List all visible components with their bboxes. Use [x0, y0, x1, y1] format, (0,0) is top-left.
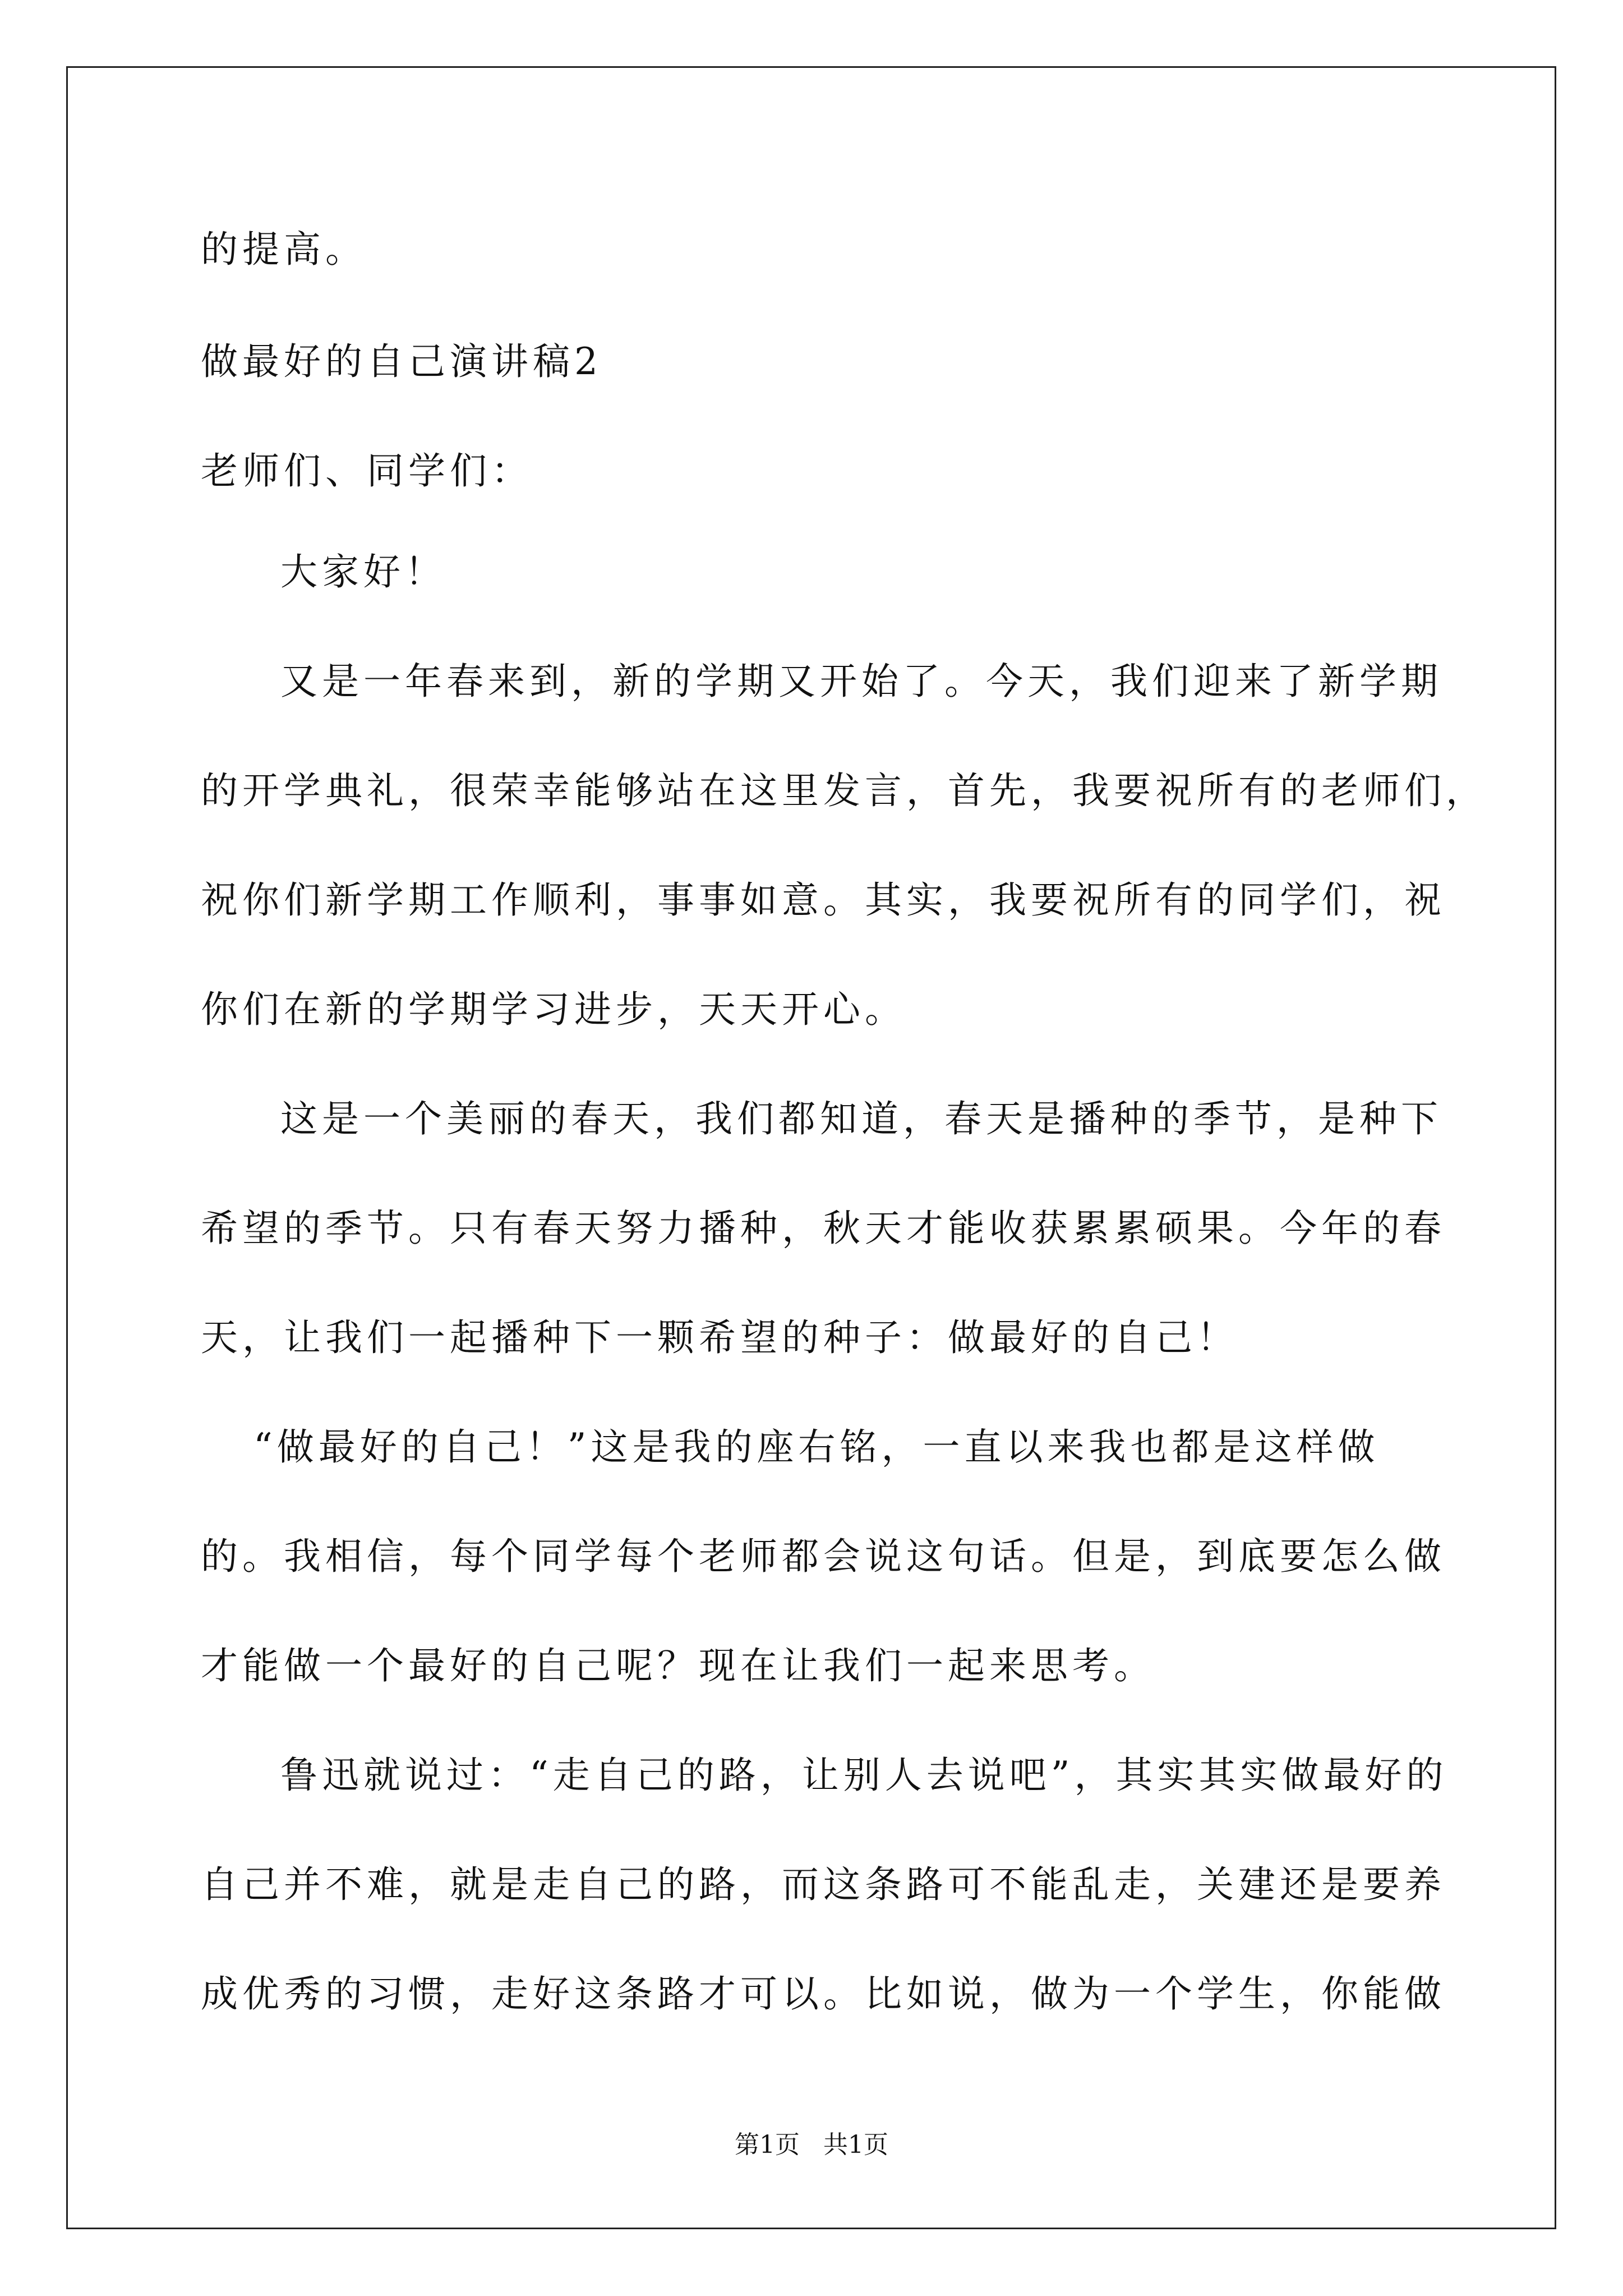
- paragraph-line: 天，让我们一起播种下一颗希望的种子：做最好的自己！: [201, 1316, 1238, 1359]
- paragraph-line: 的。我相信，每个同学每个老师都会说这句话。但是，到底要怎么做: [201, 1535, 1446, 1578]
- salutation: 老师们、同学们：: [201, 449, 533, 493]
- text-line: 的提高。: [201, 228, 367, 271]
- paragraph-line: 祝你们新学期工作顺利，事事如意。其实，我要祝所有的同学们，祝: [201, 878, 1446, 922]
- paragraph-line: 希望的季节。只有春天努力播种，秋天才能收获累累硕果。今年的春: [201, 1207, 1446, 1250]
- paragraph-line: 才能做一个最好的自己呢？现在让我们一起来思考。: [201, 1644, 1155, 1687]
- paragraph-line: 自己并不难，就是走自己的路，而这条路可不能乱走，关建还是要养: [201, 1863, 1446, 1906]
- paragraph-line: 这是一个美丽的春天，我们都知道，春天是播种的季节，是种下: [280, 1097, 1442, 1140]
- page-footer: 第1页 共1页: [735, 2131, 888, 2159]
- paragraph-line: 又是一年春来到，新的学期又开始了。今天，我们迎来了新学期: [280, 660, 1442, 703]
- paragraph-line: 成优秀的习惯，走好这条路才可以。比如说，做为一个学生，你能做: [201, 1972, 1446, 2016]
- paragraph-line: 鲁迅就说过：“走自己的路，让别人去说吧”，其实其实做最好的: [280, 1754, 1448, 1797]
- paragraph-line: 你们在新的学期学习进步，天天开心。: [201, 988, 906, 1031]
- greeting: 大家好！: [280, 550, 446, 593]
- section-heading: 做最好的自己演讲稿2: [201, 340, 602, 383]
- paragraph-line: 的开学典礼，很荣幸能够站在这里发言，首先，我要祝所有的老师们，: [201, 769, 1487, 812]
- paragraph-line: “做最好的自己！”这是我的座右铭，一直以来我也都是这样做: [253, 1425, 1380, 1469]
